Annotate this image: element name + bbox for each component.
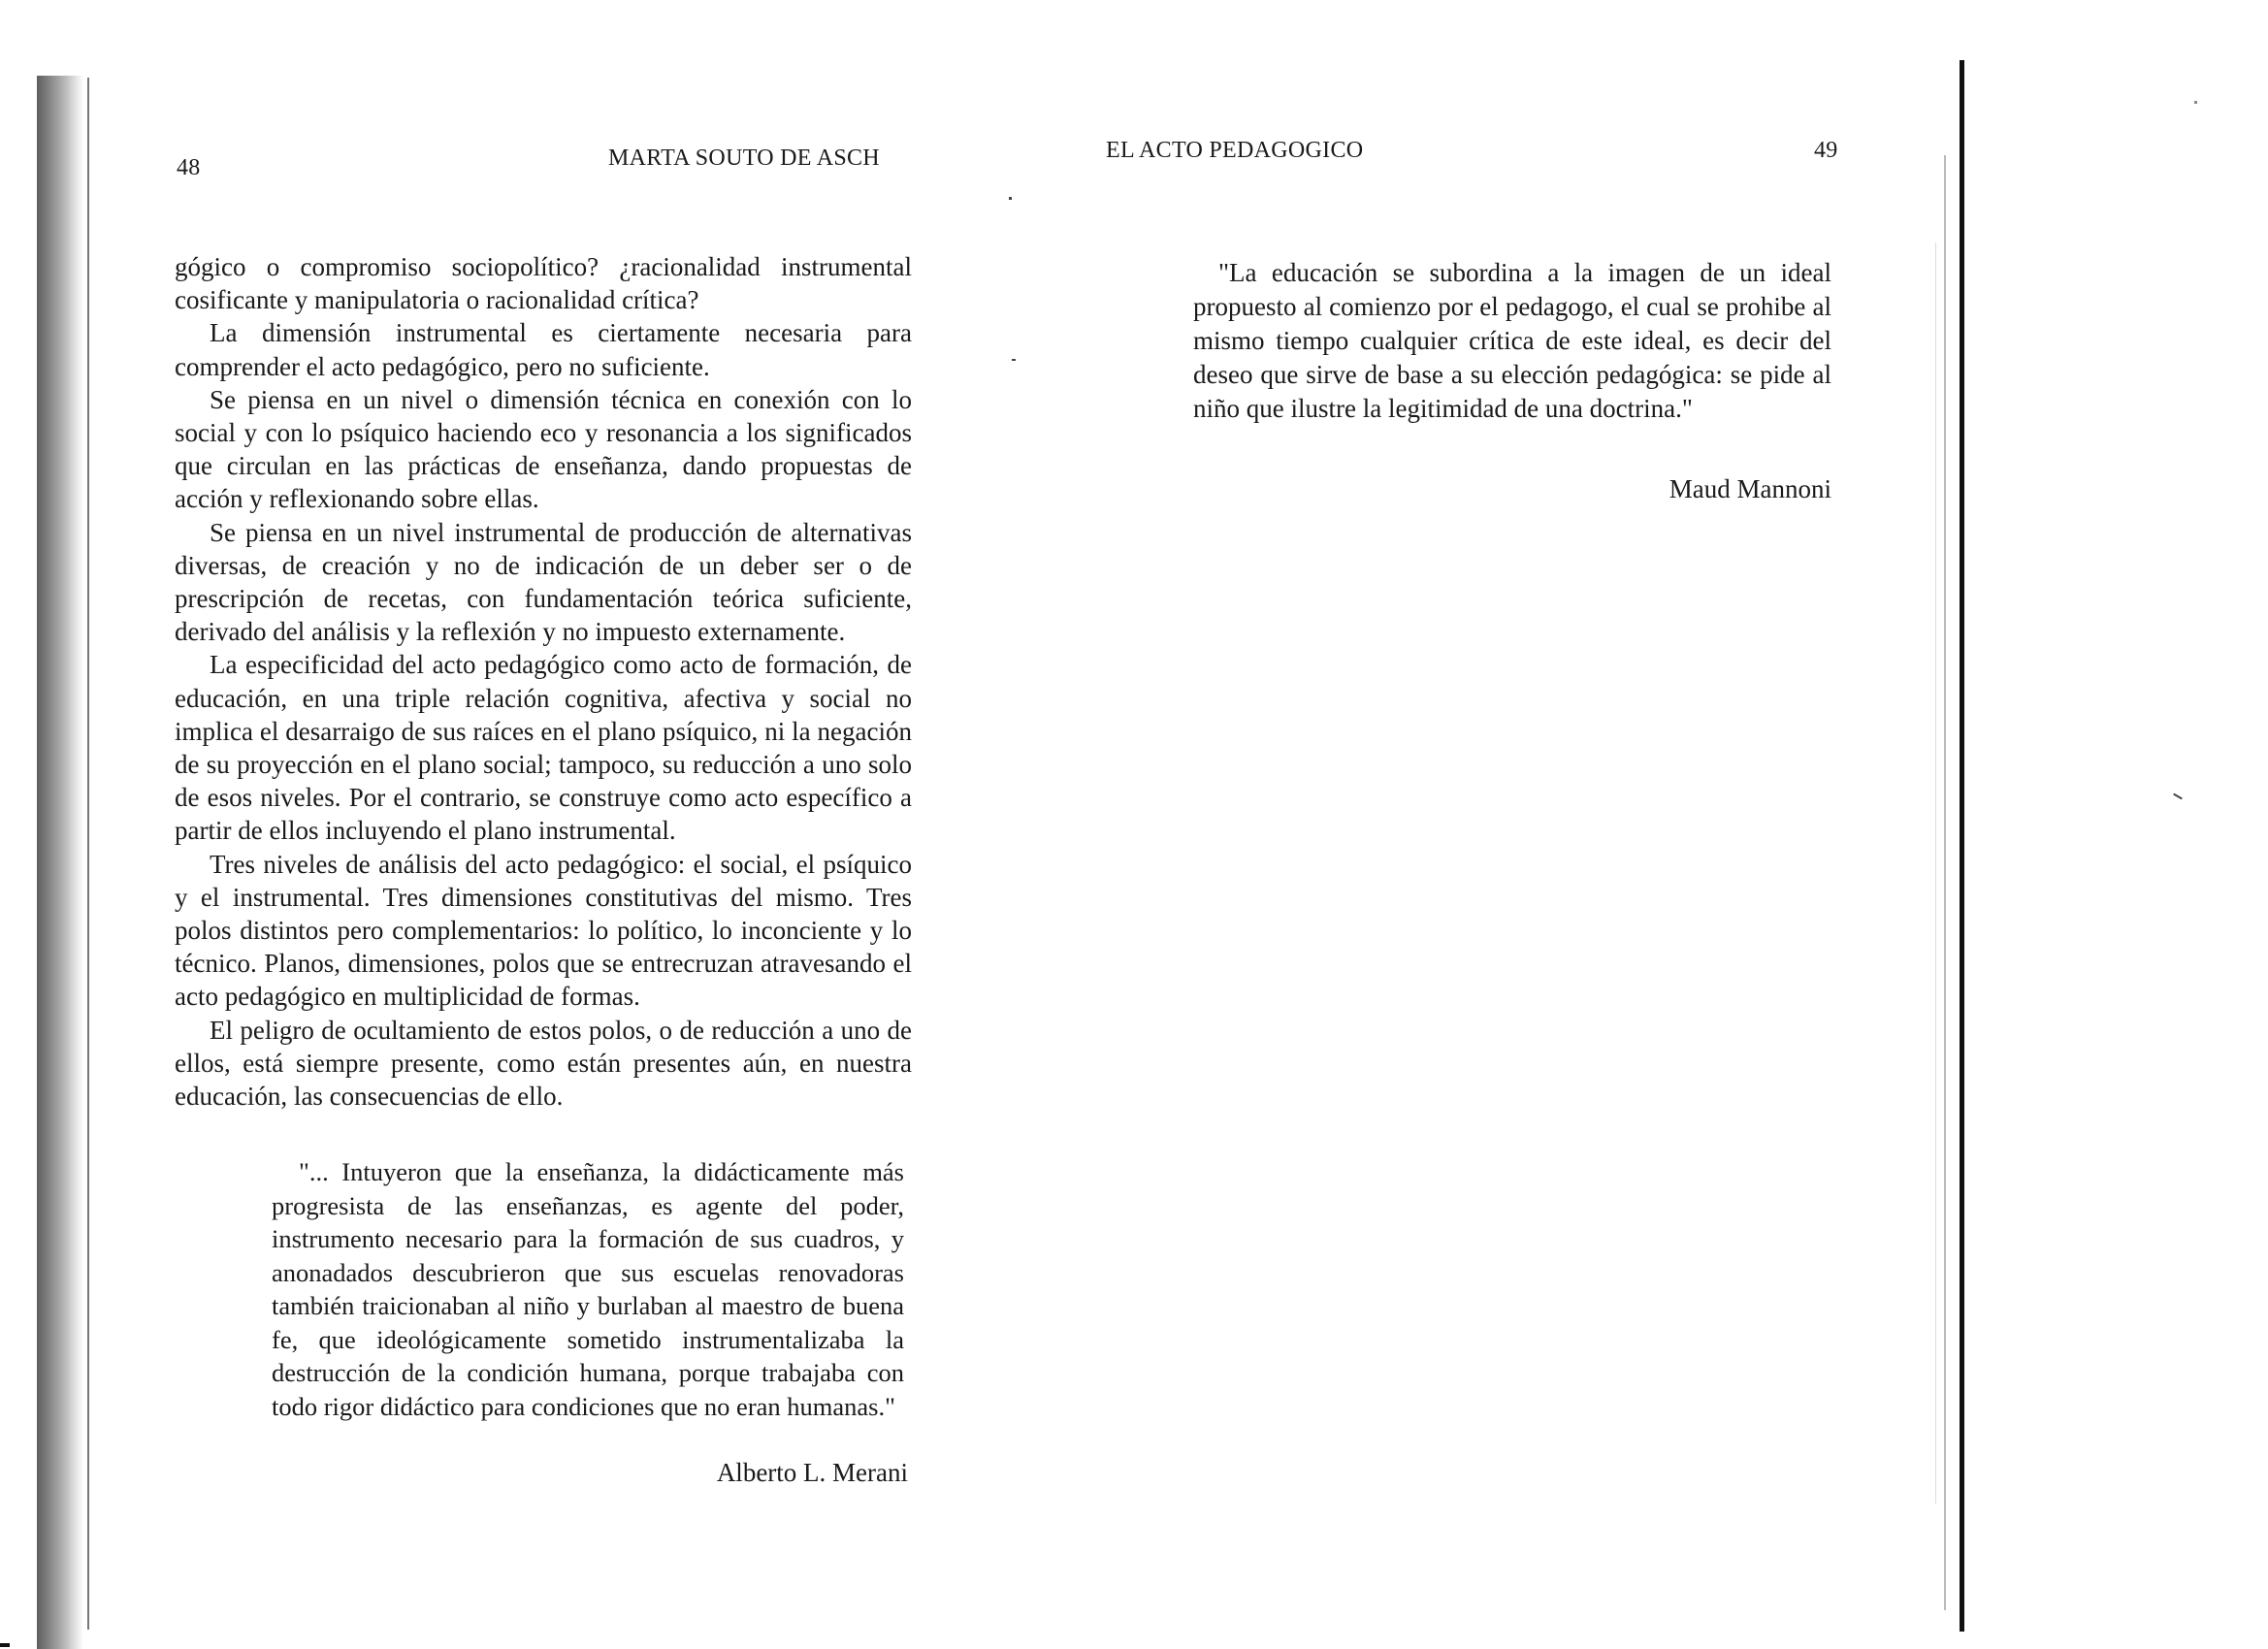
paragraph: Se piensa en un nivel o dimensión técnica en conexión con lo social y con lo psíquico haciendo eco y resonancia a los significados que circulan en las prácticas de enseñanza, dando propuestas de acción y reflexionando sobre ellas.: [175, 384, 912, 514]
page-number: 49: [1814, 138, 1838, 163]
paragraph: Tres niveles de análisis del acto pedagógico: el social, el psíquico y el instrumental. Tres dimensiones constitutivas del mismo. Tres polos distintos pero complementarios: lo político, lo inconciente y lo técnico. Planos, dimensiones, polos que se entrecruzan atravesando el acto pedagógico en multiplicidad de formas.: [175, 849, 912, 1012]
running-head-title: EL ACTO PEDAGOGICO: [1106, 138, 1364, 163]
scan-edge-line: [87, 78, 89, 1630]
scan-speck: [1012, 359, 1016, 361]
right-page: [1106, 136, 1838, 504]
quote-author: Alberto L. Merani: [716, 1458, 908, 1488]
paragraph: La especificidad del acto pedagógico como acto de formación, de educación, en una triple relación cognitiva, afectiva y social no implica el desarraigo de sus raíces en el plano psíquico, ni la negación de su proyección en el plano social; tampoco, su reducción a uno solo de esos niveles. Por el contrario, se construye como acto específico a partir de ellos incluyendo el plano instrumental.: [175, 650, 912, 846]
quote-author: Maud Mannoni: [1669, 474, 1831, 503]
running-head-title: MARTA SOUTO DE ASCH: [608, 146, 880, 171]
running-head: [175, 136, 912, 180]
epigraph-quote: "La educación se subordina a la imagen de un ideal propuesto al comienzo por el pedagogo, el cual se prohibe al mismo tiempo cualquier crítica de este ideal, es decir del deseo que sirve de base a su elección pedagógica: se pide al niño que ilustre la legitimidad de una doctrina.": [1193, 258, 1831, 423]
scan-binding-shadow: [37, 76, 83, 1649]
scan-speck: [2173, 793, 2183, 800]
page-number: 48: [177, 155, 201, 180]
scan-edge-line: [1935, 242, 1936, 1504]
paragraph: Se piensa en un nivel instrumental de producción de alternativas diversas, de creación y no de indicación de un deber ser o de prescripción de recetas, con fundamentación teórica suficiente, derivado del análisis y la reflexión y no impuesto externamente.: [175, 517, 912, 647]
body-text: [175, 250, 912, 1113]
scan-edge-line: [1944, 155, 1946, 1610]
scan-edge-line: [1960, 60, 1964, 1632]
paragraph: gógico o compromiso sociopolítico? ¿racionalidad instrumental cosificante y manipulatoria o racionalidad crítica?: [175, 252, 912, 315]
running-head: [1106, 136, 1838, 175]
block-quote: "... Intuyeron que la enseñanza, la didácticamente más progresista de las enseñanzas, es agente del poder, instrumento necesario para la formación de sus cuadros, y anonadados descubrieron que sus escuelas renovadoras también traicionaban al niño y burlaban al maestro de buena fe, que ideológicamente sometido instrumentalizaba la destrucción de la condición humana, porque trabajaba con todo rigor didáctico para condiciones que no eran humanas.": [272, 1157, 904, 1421]
scan-speck: [2194, 101, 2197, 104]
paragraph: El peligro de ocultamiento de estos polos, o de reducción a uno de ellos, está siempre presente, como están presentes aún, en nuestra educación, las consecuencias de ello.: [175, 1015, 912, 1112]
scan-speck: [1009, 197, 1012, 200]
paragraph: La dimensión instrumental es ciertamente necesaria para comprender el acto pedagógico, pero no suficiente.: [175, 318, 912, 381]
scan-mark: [0, 1643, 10, 1647]
left-page: [175, 136, 912, 1488]
